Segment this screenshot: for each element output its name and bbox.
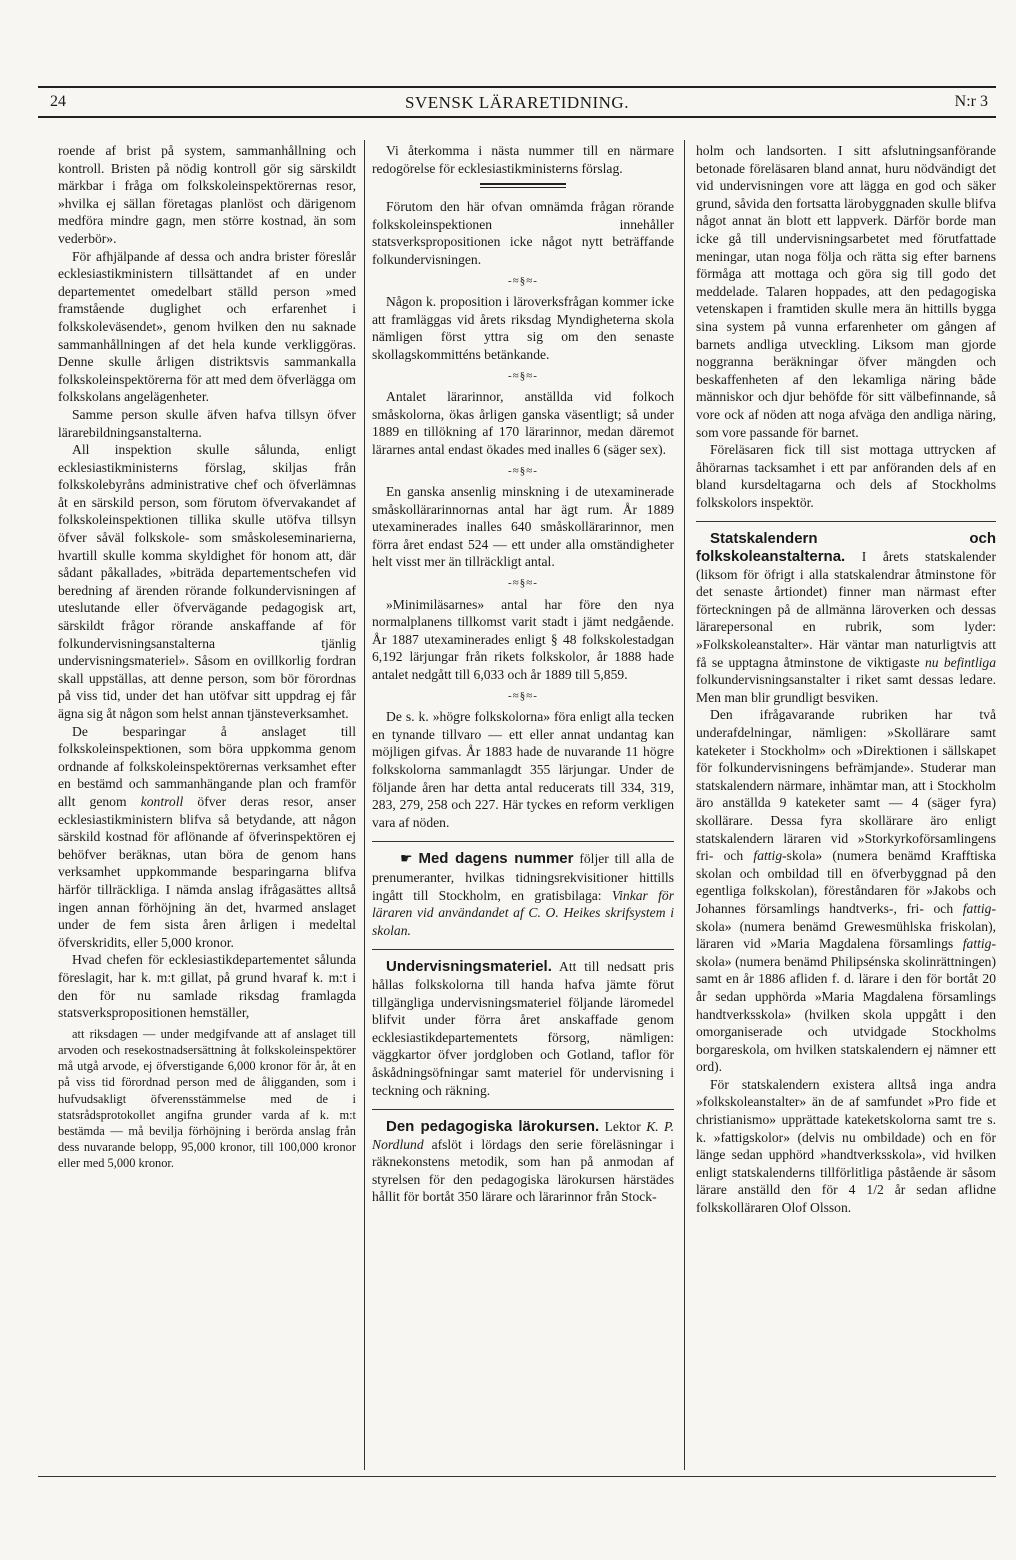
text-run: Den ifrågavarande rubriken har två underafdelningar, nämligen: »Skollärare samt kateketer i Stockholm» och »Direktionen i sällskapet för folkundervisningens befrämjande». Studerar man statskalendern närmare, inhämtar man, att i Stockholm äro anställda 9 kateketer samt — 4 (säger fyra) skollärare. Dessa fyra skollärare äro enligt statskalendern läraren vid »Storkyrkoförsamlingens fri- och xyxy=(696,707,996,864)
section-rule xyxy=(696,521,996,522)
double-rule-separator xyxy=(480,183,566,188)
paragraph: Hvad chefen för ecklesiastikdepartementet sålunda föreslagit, har k. m:t gillat, på grund hvaraf k. m:t i den för nu samlade riksdag framlagda statsverkspropositionen hemställer, xyxy=(58,952,356,1021)
paragraph xyxy=(58,723,356,952)
page-number: 24 xyxy=(50,93,66,110)
italic-text: fattig xyxy=(962,936,992,952)
italic-text: Vinkar för läraren vid användandet af C. O. Heikes skrifsystem i skolan. xyxy=(372,887,674,938)
text-run: -skola» (numera benämd Krafftiska skolan och ombildad till en öfverbyggnad på den egentliga folkskolan), föreståndaren för »Jakobs och Johannes församlings handtverks-, fri- och xyxy=(696,848,996,916)
paragraph: roende af brist på system, sammanhållning och kontroll. Bristen på nödig kontroll gör sig särskildt märkbar i fråga om folkskoleinspektörernas resor, »hvilka ej sällan företagas planlöst och därigenom medföra mindre gagn, men större kostnad, än som vederbör». xyxy=(58,143,356,246)
paragraph: Någon k. proposition i läroverksfrågan kommer icke att framläggas vid årets riksdag Myndigheterna skola nämligen först yttra sig om den senaste skollagskommitténs betänkande. xyxy=(372,294,674,362)
column-divider xyxy=(364,140,365,1470)
pointing-hand-icon: ☛ xyxy=(400,851,413,868)
text-run: I årets statskalender (liksom för öfrigt i alla statskalendrar åtminstone för det senaste årtiondet) finner man närmast efter förteckningen på de allmänna läroverken och dessas lärarepersonal en rubrik, som lyder: »Folkskoleanstalter». Här väntar man naturligtvis att få se upptagna åtminstone de viktigaste xyxy=(696,549,996,670)
italic-text: K. P. Nordlund xyxy=(372,1119,674,1152)
column-3 xyxy=(696,142,996,1217)
italic-text: fattig xyxy=(753,848,783,864)
ornament-separator: -≈§≈- xyxy=(508,689,538,702)
issue-number: N:r 3 xyxy=(954,93,988,110)
section-rule xyxy=(372,949,674,950)
text-run: -skola» (numera benämd Grewesmühlska friskolan), läraren vid »Maria Magdalena församlings xyxy=(696,900,996,952)
paragraph xyxy=(696,706,996,1075)
paragraph: »Minimiläsarnes» antal har före den nya normalplanens tillkomst varit stadt i jämt nedgående. År 1887 utexaminerades enligt § 48 folkskolestadgan 6,192 lärjungar från rikets folkskolor, år 1888 hade antalet nedgått till 6,033 och år 1889 till 5,859. xyxy=(372,596,674,683)
italic-text: nu befintliga xyxy=(924,654,996,670)
paragraph: holm och landsorten. I sitt afslutningsanförande betonade föreläsaren bland annat, huru nödvändigt det vid undervisningen vore att lägga en god och säker grund, såvida den fortsatta lärobyggnaden skulle blifva något annat än blott ett lappverk. Därför borde man icke gå till undervisningsarbetet med förutfattade meningar, utan noga följa och rätta sig efter barnens förmåga att mottaga och göra sig till godo det meddelade. Talaren hoppades, att den pedagogiska vetenskapen i framtiden skulle mera än hittills bygga sina system på vunna erfarenheter om gången af barnets andliga utveckling. Liksom man gjorde noggranna beräkningar öfver mängden och beskaffenheten af den lekamliga näring både människor och djur behöfde för sitt välbefinnande, så vore ock af nöden att noga afväga den andliga näring, som vore passande för barnet. xyxy=(696,143,996,440)
paragraph: All inspektion skulle sålunda, enligt ecklesiastikministerns förslag, skiljas från folkskolebyråns administrative chef och öfverlämnas åt en särskild person, som förutom öfvervakandet af folkskoleinspektionen tillika skulle utöfva tillsyn öfver såväl folkskole- som småskoleseminarierna, hvartill skulle komma skyldighet för honom att, där sådant påkallades, »biträda departementschefen vid beredning af ärenden rörande folkundervisningen af uteslutande eller öfvervägande pedagogisk art, särskildt frågor rörande anskaffande af för folkundervisningsanstalterna tjänlig undervisningsmateriel». Såsom en ovillkorlig fordran skall uppställas, att denne person, som bör förordnas på viss tid, under det han utöfvar sitt uppdrag ej får ägna sig åt någon som helst annan tjänsteverksamhet. xyxy=(58,442,356,721)
section-heading: Statskalendern och folkskoleanstalterna. xyxy=(696,530,996,566)
paragraph: Föreläsaren fick till sist mottaga uttrycken af åhörarnas tacksamhet i ett par anföranden dels af en bland kursdeltagarna och dels af Stockholms folkskolors inspektör. xyxy=(696,442,996,510)
text-run: folkundervisningsanstalter i riket samt dessas ledare. Men man blir grundligt besviken. xyxy=(696,672,996,705)
paragraph xyxy=(696,530,996,706)
notice-paragraph xyxy=(372,850,674,939)
column-divider xyxy=(684,140,685,1470)
italic-text: fattig xyxy=(962,900,992,916)
paragraph: Antalet lärarinnor, anställda vid folkoch småskolorna, ökas årligen ganska väsentligt; så under 1889 en tillökning af 170 lärarinnor, medan däremot lärarnes antal endast ökades med inalles 6 (säger sex). xyxy=(372,389,674,457)
section-heading: Undervisningsmateriel. xyxy=(386,958,552,976)
text-run: afslöt i lördags den serie föreläsningar i räknekonstens metodik, som han på anmodan af styrelsen för den pedagogiska lärokursen härstädes hållit för bortåt 350 lärare och lärarinnor från Stock- xyxy=(372,1136,674,1205)
newspaper-title: SVENSK LÄRARETIDNING. xyxy=(405,93,629,112)
paragraph: Vi återkomma i nästa nummer till en närmare redogörelse för ecklesiastikministerns förslag. xyxy=(372,143,674,176)
notice-heading: Med dagens nummer xyxy=(418,850,574,868)
text-run: -skola» (numera benämd Philipsénska skolinrättningen) samt en år 1886 afliden f. d. lärare i den för bortåt 20 år sedan upphörda »Maria Magdalena församlings handtverksskola» (hvilken skola uppgått i den omorganiserade och utvidgade Stockholms borgareskola, om hvilken statskalendern ej nämner ett ord). xyxy=(696,936,996,1075)
text-run: öfver deras resor, anser ecklesiastikministern blifva så betydande, att någon särskild kostnad för aflönande af öfverinspektören ej behöfver beräknas, utan böra de genom hans verksamhet uppkommande besparingarna blifva härför tillräckliga. I nämda anslag ifrågasättes alltså ingen annan förhöjning än det, hvarmed anslaget under de fem sista åren årligen i medeltal öfverskridits, eller 5,000 kronor. xyxy=(58,793,356,950)
ornament-separator: -≈§≈- xyxy=(508,274,538,287)
paragraph xyxy=(372,1118,674,1206)
ornament-separator: -≈§≈- xyxy=(508,369,538,382)
paragraph: Förutom den här ofvan omnämda frågan rörande folkskoleinspektionen innehåller statsverkspropositionen icke något nytt beträffande folkundervisningen. xyxy=(372,199,674,267)
paragraph: För afhjälpande af dessa och andra brister föreslår ecklesiastikministern tillsättandet af en under departementet omedelbart ställd person »med framstående duglighet och erfarenhet i folkskoleväsendet», genom hvilken den nu saknade sammanhållningen af det hela kunde verkliggöras. Denne skulle årligen distriktsvis sammankalla folkskoleinspektörerna för att med dem öfverlägga om folkskolans angelägenheter. xyxy=(58,248,356,405)
paragraph: Samme person skulle äfven hafva tillsyn öfver lärarebildningsanstalterna. xyxy=(58,406,356,440)
quoted-proposal: att riksdagen — under medgifvande att af anslaget till arvoden och resekostnadsersättning åt folkskoleinspektörer må utgå arvode, ej öfverstigande 6,000 kronor för år, åt en på viss tid förordnad person med de åligganden, som i hufvudsakligt öfverensstämmelse med de i statsrådsprotokollet angifna grunder varda af k. m:t bestämda — må bevilja förhöjning i berörda anslag från dess nuvarande belopp, 95,000 kronor, till 100,000 kronor eller med 5,000 kronor. xyxy=(58,1026,356,1171)
text-run: Att till nedsatt pris hållas folkskolorna till handa hafva jämte förut tillgängliga undervisningsmateriel följande läromedel blifvit under förra året anskaffade genom ecklesiastikdepartementets försorg, nämligen: väggkartor öfver jordgloben och Gotland, taflor för åskådningsöfningar samt materiel för undervisning i teckning och räkning. xyxy=(372,959,674,1098)
paragraph: En ganska ansenlig minskning i de utexaminerade småskollärarinnornas antal har ägt rum. År 1889 utexaminerades inalles 640 småskollärarinnor, men förra året endast 524 — ett under alla omständigheter helt visst mer än tillräckligt antal. xyxy=(372,484,674,570)
text-run: följer till alla de prenumeranter, hvilkas tidningsrekvisitioner hittills ingått till Stockholm, en gratisbilaga: xyxy=(372,851,675,903)
column-1 xyxy=(58,142,356,1172)
ornament-separator: -≈§≈- xyxy=(508,464,538,477)
section-heading: Den pedagogiska lärokursen. xyxy=(386,1118,600,1136)
italic-text: kontroll xyxy=(140,793,184,809)
paragraph xyxy=(372,958,674,1099)
text-run: Lektor xyxy=(599,1119,647,1135)
paragraph: För statskalendern existera alltså inga andra »folkskoleanstalter» än de af samfundet »Pro fide et christianismo» upprättade kateketskolorna samt tre s. k. »fattigskolor» (delvis nu ombildade) och en för länge sedan upphörd »handtverksskola», vid hvilken enligt statskalenderns tillförlitliga påstående är såsom lärare anställd den för 4 1/2 år sedan aflidne folkskolläraren Olof Olsson. xyxy=(696,1076,996,1216)
bottom-rule xyxy=(38,1476,996,1477)
text-run: De besparingar å anslaget till folkskoleinspektionen, som böra uppkomma genom ordnande af folkskoleinspektörernas verksamhet efter en bestämd och sammanhängande plan och framför allt genom xyxy=(58,723,356,809)
page-header xyxy=(38,86,996,118)
paragraph: De s. k. »högre folkskolorna» föra enligt alla tecken en tynande tillvaro — ett eller annat undantag kan möjligen gifvas. År 1883 hade de nuvarande 11 högre folkskolorna sammanlagdt 355 lärjungar. Under de följande åren har detta antal reducerats till 334, 319, 283, 279, 258 och 227. Här tyckes en reform verkligen vara af nöden. xyxy=(372,709,674,830)
section-rule xyxy=(372,1109,674,1110)
column-2 xyxy=(372,142,674,1206)
section-rule xyxy=(372,841,674,842)
ornament-separator: -≈§≈- xyxy=(508,577,538,590)
